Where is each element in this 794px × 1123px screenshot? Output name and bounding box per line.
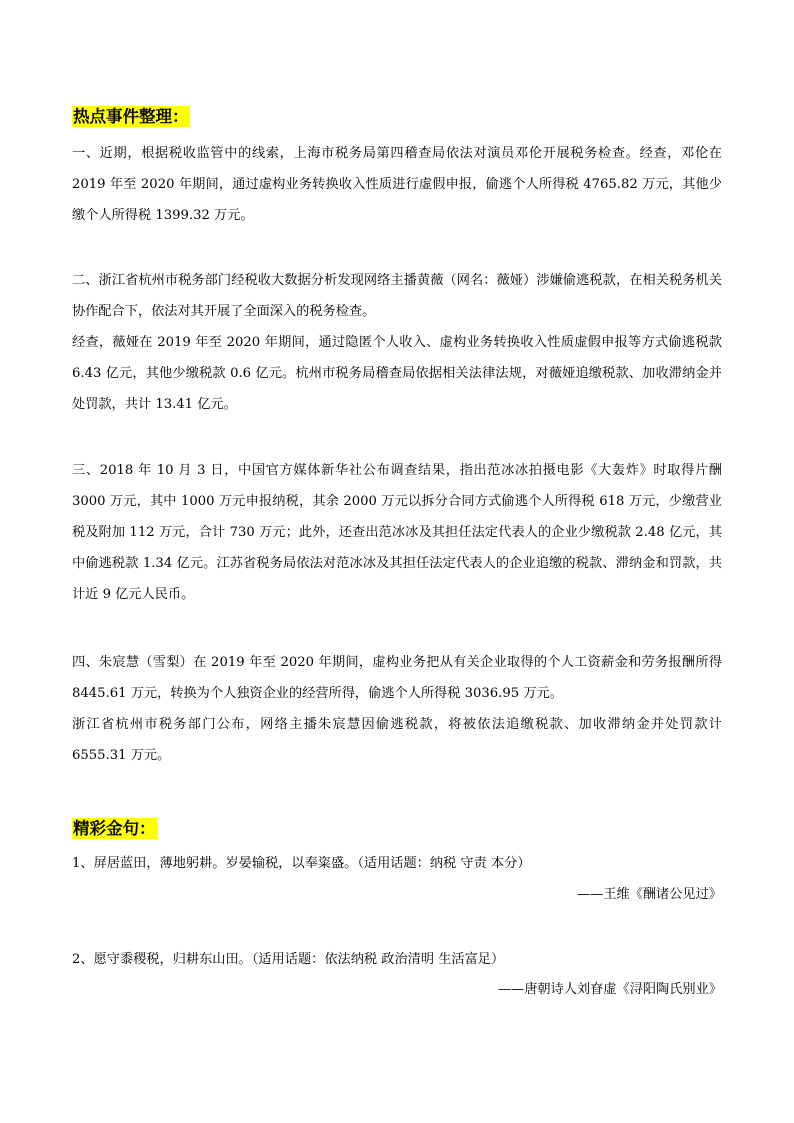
event-2-paragraph-2: 经查，薇娅在 2019 年至 2020 年期间，通过隐匿个人收入、虚构业务转换收入性质虚假申报等方式偷逃税款 6.43 亿元，其他少缴税款 0.6 亿元。杭州市税务局稽查局依据相关法律法规，对薇娅追缴税款、加收滞纳金并处罚款，共计 13.41 亿元。 [72, 335, 722, 412]
event-item-2 [72, 265, 722, 420]
event-item-4 [72, 647, 722, 771]
event-4-paragraph-2: 浙江省杭州市税务部门公布，网络主播朱宸慧因偷逃税款，将被依法追缴税款、加收滞纳金并处罚款计 6555.31 万元。 [72, 717, 722, 763]
hot-events-heading: 热点事件整理： [73, 107, 189, 126]
event-item-3 [72, 455, 722, 610]
event-4-paragraph-1: 四、朱宸慧（雪梨）在 2019 年至 2020 年期间，虚构业务把从有关企业取得的个人工资薪金和劳务报酬所得 8445.61 万元，转换为个人独资企业的经营所得，偷逃个人所得税 3036.95 万元。 [72, 655, 722, 701]
quote-1-text: 1、屏居蓝田，薄地躬耕。岁晏输税，以奉粢盛。（适用话题：纳税 守责 本分） [72, 856, 531, 871]
quote-2-text: 2、愿守黍稷税，归耕东山田。（适用话题：依法纳税 政治清明 生活富足） [72, 952, 505, 967]
quote-2-source: ——唐朝诗人刘眘虚《浔阳陶氏别业》 [497, 982, 722, 997]
quotes-heading: 精彩金句： [73, 819, 156, 838]
event-2-paragraph-1: 二、浙江省杭州市税务部门经税收大数据分析发现网络主播黄薇（网名：薇娅）涉嫌偷逃税款，在相关税务机关协作配合下，依法对其开展了全面深入的税务检查。 [72, 273, 722, 319]
event-1-paragraph-1: 一、近期，根据税收监管中的线索，上海市税务局第四稽查局依法对演员邓伦开展税务检查。经查，邓伦在 2019 年至 2020 年期间，通过虚构业务转换收入性质进行虚假申报，偷逃个人所得税 4765.82 万元，其他少缴个人所得税 1399.32 万元。 [72, 146, 722, 223]
quote-item-2 [72, 944, 722, 975]
event-item-1 [72, 138, 722, 231]
quote-1-source: ——王维《酬诸公见过》 [576, 887, 722, 902]
quote-item-1 [72, 848, 722, 879]
event-3-paragraph-1: 三、2018 年 10 月 3 日，中国官方媒体新华社公布调查结果，指出范冰冰拍摄电影《大轰炸》时取得片酬 3000 万元，其中 1000 万元申报纳税，其余 2000 万元以拆分合同方式偷逃个人所得税 618 万元，少缴营业税及附加 112 万元，合计 730 万元；此外，还查出范冰冰及其担任法定代表人的企业少缴税款 2.48 亿元，其中偷逃税款 1.34 亿元。江苏省税务局依法对范冰冰及其担任法定代表人的企业追缴的税款、滞纳金和罚款，共计近 9 亿元人民币。 [72, 463, 722, 602]
